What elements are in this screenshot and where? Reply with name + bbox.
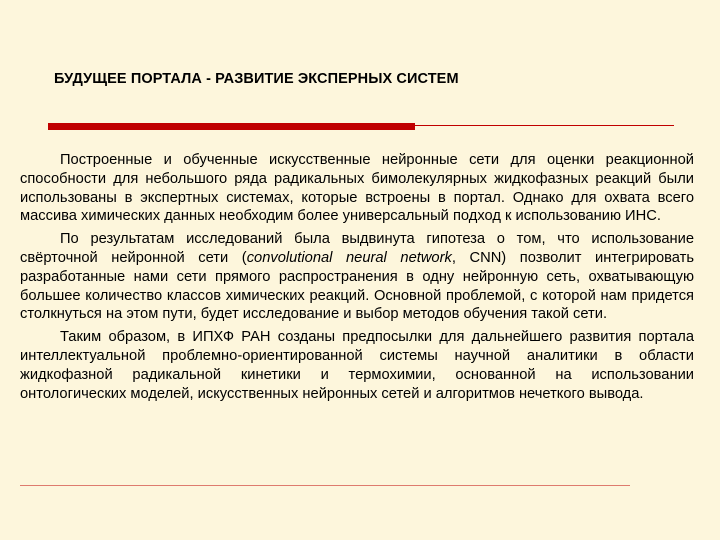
slide-title: БУДУЩЕЕ ПОРТАЛА - РАЗВИТИЕ ЭКСПЕРНЫХ СИСТЕМ bbox=[54, 71, 459, 87]
paragraph-2-italic-term: convolutional neural network bbox=[246, 249, 452, 266]
paragraph-1-text: Построенные и обученные искусственные нейронные сети для оценки реакционной способности для небольшого ряда радикальных бимолекулярных жидкофазных реакций были использованы в экспертных системах, которые встроены в портал. Однако для охвата всего массива химических данных необходим более универсальный подход к использованию ИНС. bbox=[20, 152, 694, 225]
paragraph-3 bbox=[20, 328, 694, 403]
paragraph-underline bbox=[20, 485, 630, 486]
paragraph-2-text-end: , CNN) позволит интегрировать разработанные нами сети прямого распространения в одну нейронную сеть, охватывающую большее количество классов химических реакций. Основной проблемой, с которой нам придется столкнуться на этом пути, будет исследование и выбор методов обучения такой сети. bbox=[20, 249, 694, 323]
paragraph-2-text-start: По результатам исследований была выдвинута гипотеза о том, что использование свёрточной нейронной сети ( bbox=[20, 231, 694, 266]
paragraph-2 bbox=[20, 230, 694, 324]
title-underline-thick bbox=[48, 123, 415, 130]
paragraph-3-text: Таким образом, в ИПХФ РАН созданы предпосылки для дальнейшего развития портала интеллектуальной проблемно-ориентированной системы научной аналитики в области жидкофазной радикальной кинетики и термохимии, основанной на использовании онтологических моделей, искусственных нейронных сетей и алгоритмов нечеткого вывода. bbox=[20, 329, 694, 402]
title-underline-thin bbox=[415, 125, 674, 126]
paragraph-1 bbox=[20, 151, 694, 226]
slide-body bbox=[20, 151, 694, 407]
